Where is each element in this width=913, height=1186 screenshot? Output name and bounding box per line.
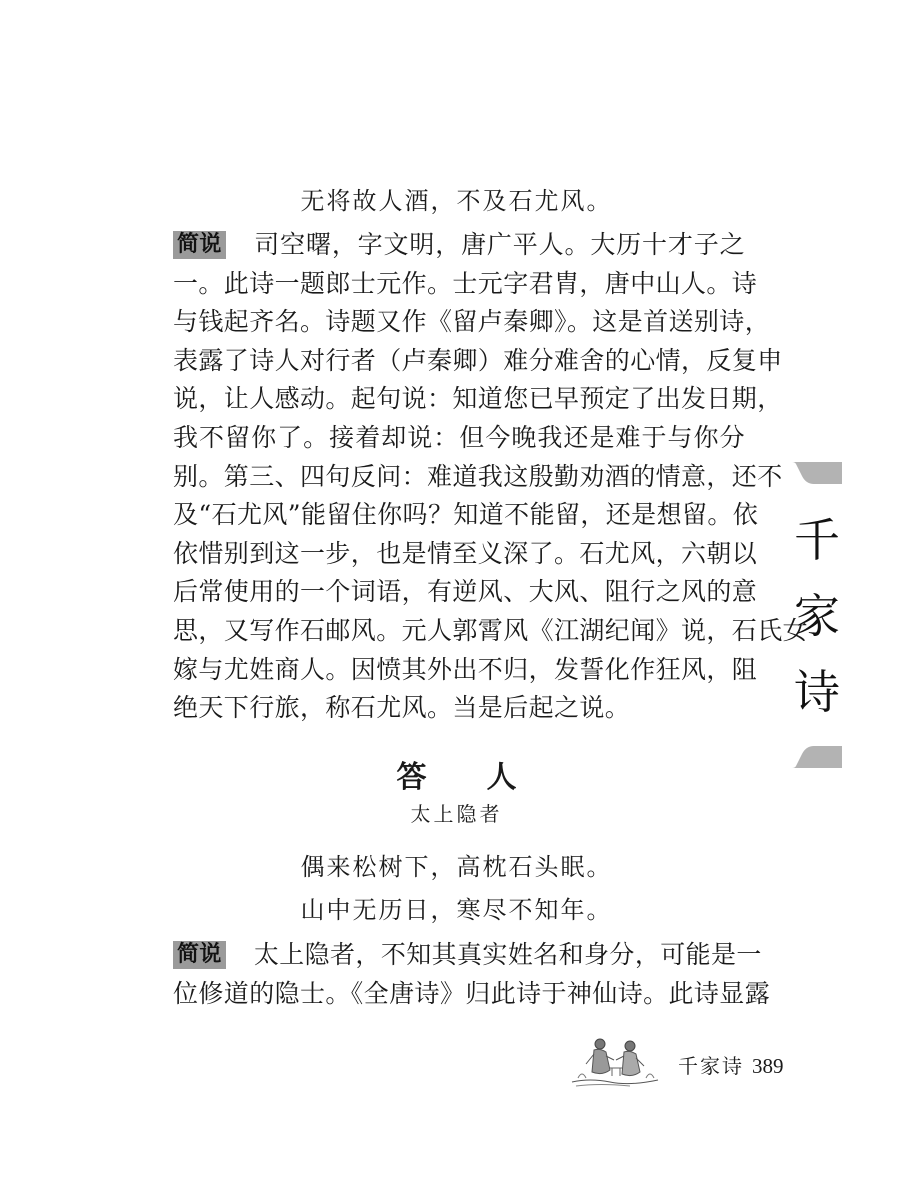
page-footer [570,1030,810,1090]
side-tab-top-bracket [792,462,842,484]
side-tab-bottom-bracket [792,746,842,768]
side-tab-text [792,502,842,730]
poem-line: 偶来松树下，高枕石头眠。 [300,853,613,881]
two-scholars-icon [570,1030,660,1088]
side-tab-char: 千 [794,513,840,567]
note-line: 绝天下行旅，称石尤风。当是后起之说。 [173,693,631,723]
side-tab-char: 诗 [794,665,840,719]
note-paragraph [173,936,771,1013]
note-line-text: 太上隐者，不知其真实姓名和身分，可能是一 [253,940,762,969]
side-tab-char: 家 [794,589,840,643]
note-line: 位修道的隐士。《全唐诗》归此诗于神仙诗。此诗显露 [173,978,771,1008]
poem-title: 答人 [396,760,577,795]
section-side-tab [792,462,842,768]
note-line: 思，又写作石邮风。元人郭霄风《江湖纪闻》说，石氏女 [173,615,809,645]
note-line: 及“石尤风”能留住你吗？知道不能留，还是想留。依 [173,500,759,530]
note-line: 表露了诗人对行者（卢秦卿）难分难舍的心情，反复申 [173,345,783,375]
note-tag: 简说 [173,941,226,969]
note-line: 嫁与尤姓商人。因愤其外出不归，发誓化作狂风，阻 [173,654,758,684]
poem-line: 无将故人酒，不及石尤风。 [300,187,613,215]
note-line-text: 司空曙，字文明，唐广平人。大历十才子之 [253,230,745,259]
poem-line: 山中无历日，寒尽不知年。 [300,896,613,924]
note-line: 别。第三、四句反问：难道我这殷勤劝酒的情意，还不 [173,461,783,491]
footer-book-title: 千家诗 [678,1054,744,1078]
footer-text [678,1050,784,1079]
poem-author: 太上隐者 [410,802,503,826]
note-line: 依惜别到这一步，也是情至义深了。石尤风，六朝以 [173,538,758,568]
note-tag: 简说 [173,231,226,259]
note-line: 我不留你了。接着却说：但今晚我还是难于与你分 [173,422,745,452]
note-line: 一。此诗一题郎士元作。士元字君胄，唐中山人。诗 [173,268,758,298]
note-line: 后常使用的一个词语，有逆风、大风、阻行之风的意 [173,577,758,607]
page-number: 389 [752,1054,784,1078]
note-first-line [173,936,762,975]
note-line: 与钱起齐名。诗题又作《留卢秦卿》。这是首送别诗， [173,307,771,337]
note-line: 说，让人感动。起句说：知道您已早预定了出发日期， [173,384,783,414]
note-first-line [173,226,745,265]
note-paragraph [173,226,809,728]
